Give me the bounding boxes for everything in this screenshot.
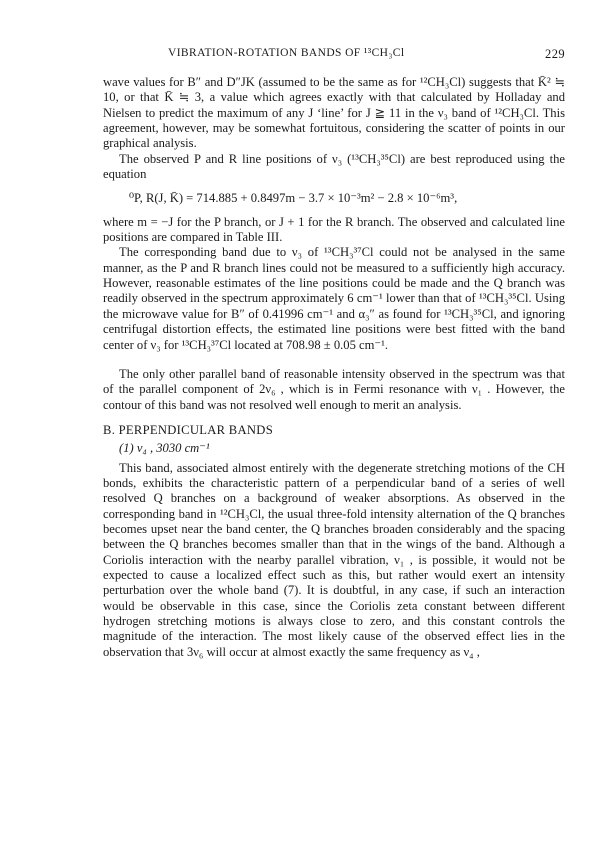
running-title: VIBRATION-ROTATION BANDS OF ¹³CH₃Cl bbox=[168, 47, 405, 59]
body-text bbox=[103, 75, 565, 660]
paragraph-continuation: wave values for B″ and D″JK (assumed to be the same as for ¹²CH₃Cl) suggests that K̄² ≒ 10, or that K̄ ≒ 3, a value which agrees exactly with that calculated by Holladay and Nielsen to predict the maximum of any J ‘line’ for J ≧ 11 in the ν₃ band of ¹²CH₃Cl. This agreement, however, may be somewhat fortuitous, considering the scatter of points in our graphical analysis. bbox=[103, 75, 565, 151]
paragraph-line-positions: The observed P and R line positions of ν₃ (¹³CH₃³⁵Cl) are best reproduced using the equation bbox=[103, 151, 565, 182]
running-header bbox=[102, 47, 565, 63]
paragraph-37cl-band: The corresponding band due to ν₃ of ¹³CH₃³⁷Cl could not be analysed in the same manner, as the P and R branch lines could not be measured to a sufficiently high accuracy. However, reasonable estimates of the line positions could be made and the Q branch was readily observed in the spectrum approximately 6 cm⁻¹ lower than that of ¹³CH₃³⁵Cl. Using the microwave value for B″ of 0.41996 cm⁻¹ and α₃″ as found for ¹³CH₃³⁵Cl, and ignoring centrifugal distortion effects, the estimated line positions were best fitted with the band center of ν₃ for ¹³CH₃³⁷Cl located at 708.98 ± 0.05 cm⁻¹. bbox=[103, 245, 565, 352]
paragraph-where: where m = −J for the P branch, or J + 1 for the R branch. The observed and calculated line positions are compared in Table III. bbox=[103, 214, 565, 245]
equation: ⁰P, R(J, K̄) = 714.885 + 0.8497m − 3.7 × 10⁻³m² − 2.8 × 10⁻⁶m³, bbox=[129, 191, 458, 206]
page-number: 229 bbox=[545, 47, 565, 61]
subsection-heading: (1) ν₄ , 3030 cm⁻¹ bbox=[119, 441, 210, 456]
section-heading: B. PERPENDICULAR BANDS bbox=[103, 422, 273, 437]
paragraph-parallel-band: The only other parallel band of reasonable intensity observed in the spectrum was that of the parallel component of 2ν₆ , which is in Fermi resonance with ν₁ . However, the contour of this band was not resolved well enough to merit an analysis. bbox=[103, 366, 565, 412]
paragraph-nu4-band: This band, associated almost entirely with the degenerate stretching motions of the CH bonds, exhibits the characteristic pattern of a perpendicular band of a series of well resolved Q branches on a background of weaker absorptions. As observed in the corresponding band in ¹²CH₃Cl, the usual three-fold intensity alternation of the Q branches becomes upset near the band center, the Q branches broaden considerably and the spacing between the Q branches becomes smaller than that in the wings of the band. Although a Coriolis interaction with the nearby parallel vibration, ν₁ , is possible, it would not be expected to cause a localized effect such as this, but rather would exert an intensity perturbation over the whole band (7). It is doubtful, in any case, if such an interaction would be observable in this case, since the Coriolis zeta constant between different hydrogen stretching motions is always close to zero, and this constant controls the magnitude of the interaction. The most likely cause of the observed effect lies in the observation that 3ν₆ will occur at almost exactly the same frequency as ν₄ , bbox=[103, 460, 565, 659]
